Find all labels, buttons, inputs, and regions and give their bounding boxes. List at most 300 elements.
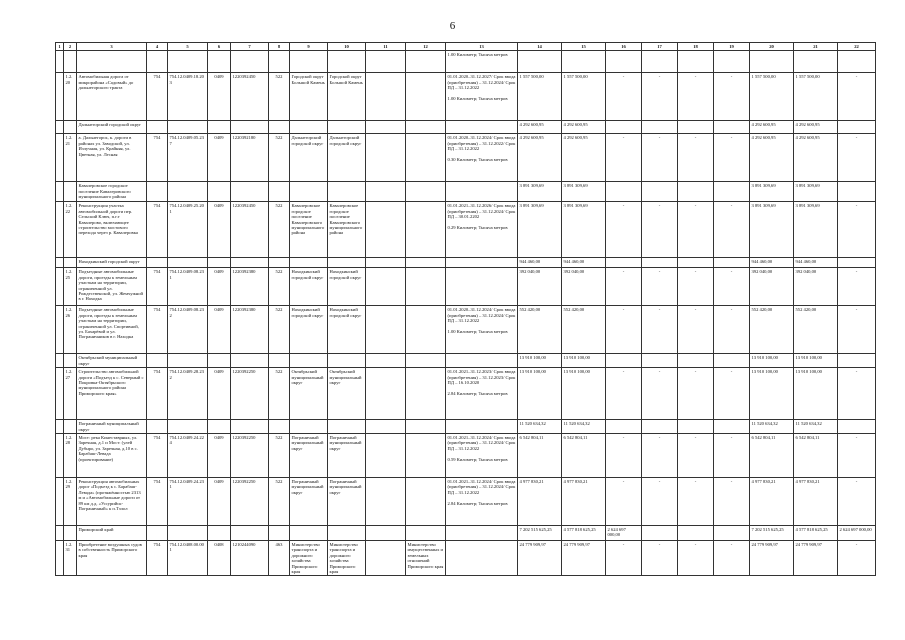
table-cell	[642, 354, 678, 368]
table-cell	[231, 51, 269, 73]
table-cell: -	[678, 478, 714, 526]
table-cell	[168, 51, 208, 73]
table-cell: 754.12.0409.05.237	[168, 134, 208, 182]
table-cell	[231, 354, 269, 368]
table-cell: Мост: река Кинеставрных, ул. Заречная, д.1 и Мост: (улей Дубнро, ул. Заречная, д.10 в с. Барабаш-Левада (проектирование)	[77, 434, 147, 478]
table-cell	[64, 51, 77, 73]
table-cell	[678, 121, 714, 134]
table-cell: 522	[269, 478, 290, 526]
table-cell: 522	[269, 73, 290, 121]
table-cell: 1220392380	[231, 306, 269, 354]
table-cell	[147, 121, 168, 134]
table-cell: -	[678, 134, 714, 182]
table-cell	[838, 51, 876, 73]
table-cell	[750, 51, 794, 73]
column-header: 2	[64, 43, 77, 51]
table-cell: 1.2.28	[64, 434, 77, 478]
table-row	[56, 434, 876, 478]
table-cell: 3 891 309,69	[750, 182, 794, 202]
table-cell: 754.12.0409.08.232	[168, 306, 208, 354]
table-cell	[838, 420, 876, 434]
table-cell	[147, 526, 168, 541]
table-row	[56, 51, 876, 73]
table-cell: 1220392450	[231, 202, 269, 258]
table-cell: -	[606, 478, 642, 526]
table-cell	[406, 306, 446, 354]
table-cell: -	[678, 434, 714, 478]
column-header: 17	[642, 43, 678, 51]
table-cell	[328, 354, 366, 368]
table-cell: 1.2.26	[64, 306, 77, 354]
table-cell	[328, 526, 366, 541]
table-cell	[328, 121, 366, 134]
table-cell	[714, 182, 750, 202]
table-cell	[56, 368, 64, 420]
column-header: 9	[290, 43, 328, 51]
table-cell	[64, 420, 77, 434]
table-cell	[714, 354, 750, 368]
table-cell	[56, 182, 64, 202]
table-cell	[606, 182, 642, 202]
table-cell: -	[642, 73, 678, 121]
table-cell: 1220392250	[231, 434, 269, 478]
table-cell	[56, 306, 64, 354]
group-total-row	[56, 121, 876, 134]
table-cell: -	[714, 434, 750, 478]
table-cell: -	[838, 478, 876, 526]
table-cell: 1.2.27	[64, 368, 77, 420]
column-header: 22	[838, 43, 876, 51]
table-cell: 4 292 600,95	[562, 134, 606, 182]
table-cell: Строительство автомобильной дороги «Подъезд к с. Северный с Покровка-Октябрьского муниципального района Приморского края»	[77, 368, 147, 420]
column-header: 21	[794, 43, 838, 51]
table-cell: 0409	[208, 73, 231, 121]
table-cell: 552 420,00	[562, 306, 606, 354]
table-cell	[606, 51, 642, 73]
table-cell	[328, 420, 366, 434]
column-header: 4	[147, 43, 168, 51]
table-cell: 13 910 100,00	[794, 354, 838, 368]
table-cell	[290, 526, 328, 541]
table-cell: -	[838, 268, 876, 306]
table-cell	[406, 51, 446, 73]
table-cell	[56, 354, 64, 368]
table-cell	[714, 420, 750, 434]
table-cell: 1.2.20	[64, 73, 77, 121]
table-cell	[168, 258, 208, 268]
table-cell: 754.12.0409.24.231	[168, 478, 208, 526]
table-cell	[838, 354, 876, 368]
table-cell: 1.2.25	[64, 268, 77, 306]
table-cell: Кавалеровское городское поселение Кавалеровского муниципального района	[328, 202, 366, 258]
table-cell: Министерство транспорта и дорожного хозяйства Приморского края	[290, 541, 328, 576]
table-row	[56, 306, 876, 354]
table-cell	[56, 202, 64, 258]
table-cell	[406, 121, 446, 134]
table-cell: 0409	[208, 306, 231, 354]
table-cell: 944 460,00	[794, 258, 838, 268]
table-cell	[290, 354, 328, 368]
table-cell: Министерство имущественных и земельных отношений Приморского края	[406, 541, 446, 576]
table-cell: 13 910 100,00	[750, 354, 794, 368]
column-header: 19	[714, 43, 750, 51]
table-cell: 13 910 100,00	[562, 368, 606, 420]
column-header: 12	[406, 43, 446, 51]
table-cell: -	[642, 268, 678, 306]
table-cell: -	[606, 134, 642, 182]
table-cell	[269, 182, 290, 202]
table-cell: 3 891 309,69	[518, 202, 562, 258]
table-row	[56, 541, 876, 576]
table-cell: -	[606, 73, 642, 121]
header-row	[56, 43, 876, 51]
table-cell	[678, 354, 714, 368]
table-cell	[366, 268, 406, 306]
table-cell	[56, 541, 64, 576]
table-cell	[64, 121, 77, 134]
table-cell: Городской округ Большой Камень	[290, 73, 328, 121]
table-cell: 754.12.0409.25.201	[168, 202, 208, 258]
table-cell: 1.2.21	[64, 134, 77, 182]
table-cell: 1220392450	[231, 73, 269, 121]
group-total-row	[56, 182, 876, 202]
table-cell: 24 779 909,97	[562, 541, 606, 576]
table-cell: 11 520 634,32	[794, 420, 838, 434]
table-cell	[231, 420, 269, 434]
table-cell	[406, 182, 446, 202]
table-cell: 6 542 804,11	[750, 434, 794, 478]
table-cell	[56, 268, 64, 306]
table-cell	[678, 420, 714, 434]
table-cell: 13 910 100,00	[750, 368, 794, 420]
table-cell: 2 624 697 000,00	[838, 526, 876, 541]
table-cell: 1.2.22	[64, 202, 77, 258]
table-cell	[678, 258, 714, 268]
table-cell: 13 910 100,00	[794, 368, 838, 420]
table-cell: 4 292 600,95	[750, 121, 794, 134]
table-cell	[406, 420, 446, 434]
table-cell	[231, 182, 269, 202]
table-cell: 11 520 634,32	[750, 420, 794, 434]
table-cell: 944 460,00	[562, 258, 606, 268]
table-cell: 1 557 500,00	[518, 73, 562, 121]
table-cell: 01.01.2021–31.12.2024/ Срок ввода (приобретения) – 31.12.2024/ Срок ПД – 31.12.2022 2.84 Километр; Тысяча метров	[446, 478, 518, 526]
table-cell	[56, 478, 64, 526]
table-cell: -	[838, 202, 876, 258]
table-cell	[147, 354, 168, 368]
table-cell	[366, 258, 406, 268]
table-cell	[642, 121, 678, 134]
table-cell: Кавалеровское городское поселение Кавалеровского муниципального района	[77, 182, 147, 202]
table-cell	[446, 354, 518, 368]
table-cell: -	[642, 368, 678, 420]
table-cell: 0409	[208, 434, 231, 478]
table-cell: 0409	[208, 202, 231, 258]
table-cell: 552 420,00	[518, 306, 562, 354]
table-cell: 754	[147, 368, 168, 420]
table-cell: -	[642, 306, 678, 354]
table-cell	[208, 526, 231, 541]
table-cell: 4 577 818 625,25	[794, 526, 838, 541]
table-cell: -	[606, 202, 642, 258]
table-cell	[678, 51, 714, 73]
table-cell: 01.01.2020–31.12.2027/ Срок ввода (приобретения) – 31.12.2024/ Срок ПД – 31.12.2022 1.00 Километр; Тысяча метров	[446, 73, 518, 121]
table-cell: 754	[147, 202, 168, 258]
table-cell	[168, 526, 208, 541]
table-cell: Пограничный муниципальный округ	[328, 434, 366, 478]
table-cell: 0408	[208, 541, 231, 576]
table-cell	[231, 121, 269, 134]
table-cell: 0409	[208, 268, 231, 306]
table-cell: 6 542 804,11	[794, 434, 838, 478]
table-cell	[147, 420, 168, 434]
table-cell: -	[606, 541, 642, 576]
table-cell	[366, 434, 406, 478]
column-header: 5	[168, 43, 208, 51]
table-cell: 552 420,00	[794, 306, 838, 354]
table-cell: Дальнегорский городской округ	[77, 121, 147, 134]
table-cell	[328, 258, 366, 268]
table-cell	[794, 51, 838, 73]
table-cell: Находкинский городской округ	[77, 258, 147, 268]
table-cell: -	[838, 134, 876, 182]
table-cell	[269, 258, 290, 268]
table-cell	[406, 134, 446, 182]
table-cell: -	[678, 202, 714, 258]
table-cell: 1210244090	[231, 541, 269, 576]
table-cell: Находкинский городской округ	[328, 268, 366, 306]
table-cell	[328, 51, 366, 73]
group-total-row	[56, 526, 876, 541]
column-header: 10	[328, 43, 366, 51]
table-cell: а. Дальнегорск, к. дороги в районах ул. Заводской, ул. Излучная, ул. Крайняя, ул. Цветная, ул. Лесная	[77, 134, 147, 182]
table-cell: -	[642, 134, 678, 182]
table-cell	[147, 182, 168, 202]
table-cell: 13 910 100,00	[518, 354, 562, 368]
table-cell	[606, 354, 642, 368]
column-header: 1	[56, 43, 64, 51]
table-cell	[714, 258, 750, 268]
table-cell	[406, 268, 446, 306]
table-cell: 944 460,00	[750, 258, 794, 268]
table-cell: -	[714, 306, 750, 354]
table-cell: -	[714, 73, 750, 121]
table-cell: Находкинский городской округ	[290, 306, 328, 354]
table-cell	[366, 420, 406, 434]
table-cell	[269, 121, 290, 134]
table-cell	[642, 51, 678, 73]
group-total-row	[56, 354, 876, 368]
table-cell: 1 557 500,00	[750, 73, 794, 121]
table-cell: Дальнегорский городской округ	[290, 134, 328, 182]
table-cell: 552 420,00	[750, 306, 794, 354]
table-cell	[56, 73, 64, 121]
column-header: 16	[606, 43, 642, 51]
table-cell: 754.12.0408.00.001	[168, 541, 208, 576]
table-cell: 4 292 600,95	[518, 134, 562, 182]
table-cell: 392 040,00	[562, 268, 606, 306]
table-cell: Подъездные автомобильные дороги, проезды к земельным участкам на территории, ограниченной ул. Спортивной, ул. Бахарёвой и ул. Пограничников в г. Находка	[77, 306, 147, 354]
table-cell: -	[714, 478, 750, 526]
table-cell: 754.12.0409.28.232	[168, 368, 208, 420]
table-cell: 4 292 600,95	[794, 134, 838, 182]
table-cell	[64, 354, 77, 368]
table-cell	[642, 420, 678, 434]
table-cell	[366, 354, 406, 368]
table-cell	[269, 526, 290, 541]
table-cell: 1220392380	[231, 268, 269, 306]
table-cell: 754.12.0409.08.231	[168, 268, 208, 306]
table-cell: 4 977 830,21	[794, 478, 838, 526]
table-row	[56, 478, 876, 526]
table-cell	[406, 202, 446, 258]
table-cell: 463	[269, 541, 290, 576]
table-cell: 4 577 818 625,25	[562, 526, 606, 541]
table-row	[56, 268, 876, 306]
table-cell	[269, 354, 290, 368]
column-header: 18	[678, 43, 714, 51]
page-number: 6	[449, 20, 456, 32]
column-header: 11	[366, 43, 406, 51]
table-cell: 754	[147, 306, 168, 354]
table-cell: 392 040,00	[518, 268, 562, 306]
table-cell: -	[678, 306, 714, 354]
table-cell	[446, 268, 518, 306]
table-cell: 522	[269, 368, 290, 420]
table-cell: -	[838, 368, 876, 420]
table-cell	[642, 526, 678, 541]
table-cell: 0409	[208, 478, 231, 526]
table-cell: 1.2.29	[64, 478, 77, 526]
table-cell: 24 779 909,97	[750, 541, 794, 576]
table-cell: -	[606, 368, 642, 420]
table-cell	[366, 368, 406, 420]
table-cell: 522	[269, 268, 290, 306]
table-cell	[518, 51, 562, 73]
table-cell	[56, 526, 64, 541]
table-cell	[406, 478, 446, 526]
table-cell: Дальнегорский городской округ	[328, 134, 366, 182]
table-cell: Пограничный муниципальный округ	[290, 478, 328, 526]
table-cell	[77, 51, 147, 73]
table-cell	[446, 420, 518, 434]
table-row	[56, 73, 876, 121]
table-cell	[366, 306, 406, 354]
table-row	[56, 368, 876, 420]
table-cell: 754	[147, 134, 168, 182]
table-cell	[56, 134, 64, 182]
table-cell: 7 202 515 625,25	[750, 526, 794, 541]
table-cell	[64, 182, 77, 202]
table-cell	[231, 526, 269, 541]
table-cell: 4 292 600,95	[750, 134, 794, 182]
table-cell: Находкинский городской округ	[328, 306, 366, 354]
table-cell: 754	[147, 268, 168, 306]
table-cell	[147, 258, 168, 268]
table-cell	[56, 420, 64, 434]
table-cell: -	[642, 434, 678, 478]
table-cell: 4 292 600,95	[562, 121, 606, 134]
table-cell: Пограничный муниципальный округ	[290, 434, 328, 478]
table-cell: 754	[147, 541, 168, 576]
table-cell	[406, 258, 446, 268]
investment-table	[55, 42, 876, 576]
table-cell	[366, 134, 406, 182]
table-cell: 4 977 830,21	[750, 478, 794, 526]
table-cell: Реконструкция участка автомобильной дороги пер. Сельский Ключ, п.г.т Кавалерово, включающее строительство мостового перехода через р. Кавалеровка	[77, 202, 147, 258]
table-cell	[366, 526, 406, 541]
table-cell	[269, 420, 290, 434]
table-cell: 754	[147, 478, 168, 526]
table-cell: 11 520 634,32	[562, 420, 606, 434]
table-cell	[678, 526, 714, 541]
table-cell: 13 910 100,00	[518, 368, 562, 420]
table-cell: 1220392180	[231, 134, 269, 182]
table-cell: -	[678, 368, 714, 420]
table-cell: Пограничный муниципальный округ	[328, 478, 366, 526]
table-cell: 4 977 830,21	[562, 478, 606, 526]
group-total-row	[56, 258, 876, 268]
table-cell: 1 557 500,00	[562, 73, 606, 121]
table-cell: -	[714, 134, 750, 182]
table-cell: 392 040,00	[750, 268, 794, 306]
table-cell: 1.2.31	[64, 541, 77, 576]
table-cell: 11 520 634,32	[518, 420, 562, 434]
table-cell: -	[678, 73, 714, 121]
table-cell: 6 542 804,11	[518, 434, 562, 478]
column-header: 7	[231, 43, 269, 51]
table-cell	[208, 121, 231, 134]
table-cell	[56, 434, 64, 478]
table-cell: 24 779 909,97	[794, 541, 838, 576]
table-cell	[446, 182, 518, 202]
table-cell	[208, 354, 231, 368]
table-cell: 3 891 309,69	[794, 182, 838, 202]
table-cell: 754.12.0409.18.203	[168, 73, 208, 121]
table-cell: Приобретение воздушных судов в собственность Приморского края	[77, 541, 147, 576]
table-cell: -	[642, 478, 678, 526]
table-cell: -	[838, 306, 876, 354]
table-cell: 13 910 100,00	[562, 354, 606, 368]
table-cell	[606, 258, 642, 268]
table-cell: 522	[269, 434, 290, 478]
table-cell	[56, 258, 64, 268]
table-cell	[642, 182, 678, 202]
column-header: 13	[446, 43, 518, 51]
table-cell	[446, 121, 518, 134]
table-cell: -	[678, 541, 714, 576]
table-cell	[606, 121, 642, 134]
table-cell	[838, 182, 876, 202]
table-cell: -	[606, 434, 642, 478]
table-cell: Находкинский городской округ	[290, 268, 328, 306]
table-cell	[208, 51, 231, 73]
table-cell: -	[606, 268, 642, 306]
table-cell: Кавалеровское городское поселение Кавалеровского муниципального района	[290, 202, 328, 258]
table-cell	[366, 478, 406, 526]
table-cell: 6 542 804,11	[562, 434, 606, 478]
column-header: 3	[77, 43, 147, 51]
table-cell: 3 891 309,69	[562, 202, 606, 258]
table-cell	[208, 182, 231, 202]
table-cell: Автомобильная дорога от микрорайона «Садовый» до дальнегорского тракта	[77, 73, 147, 121]
table-cell	[56, 121, 64, 134]
table-cell: 7 202 515 625,25	[518, 526, 562, 541]
table-cell	[642, 258, 678, 268]
table-cell	[64, 526, 77, 541]
table-cell: 754	[147, 434, 168, 478]
table-cell	[208, 420, 231, 434]
